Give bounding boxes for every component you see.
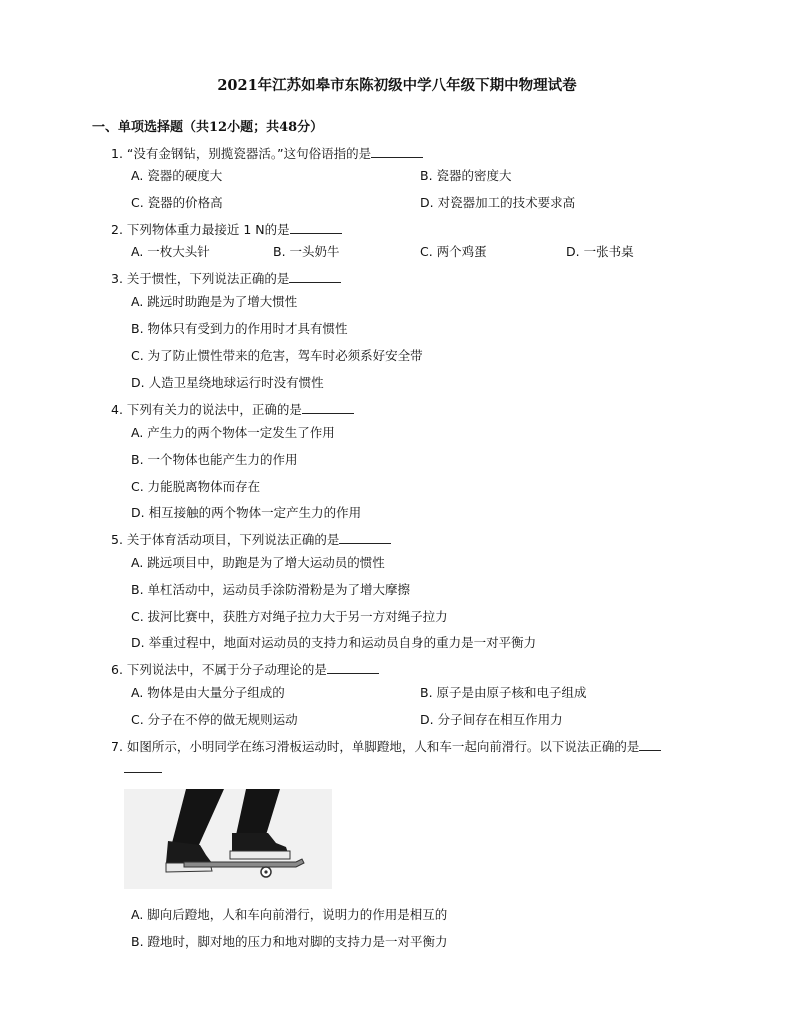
section-heading: 一、单项选择题（共12小题；共48分） <box>92 120 324 135</box>
question-6-option-c[interactable]: C. 分子在不停的做无规则运动 <box>131 712 298 727</box>
question-4-option-c[interactable]: C. 力能脱离物体而存在 <box>131 479 261 494</box>
question-2-stem <box>111 220 342 238</box>
answer-blank[interactable] <box>289 271 341 283</box>
question-5-option-a[interactable]: A. 跳远项目中，助跑是为了增大运动员的惯性 <box>131 555 385 570</box>
question-1-option-a[interactable]: A. 瓷器的硬度大 <box>131 168 223 183</box>
question-7-stem <box>111 737 661 755</box>
question-text: 4. 下列有关力的说法中，正确的是 <box>111 402 302 417</box>
answer-blank[interactable] <box>290 222 342 234</box>
question-4-option-d[interactable]: D. 相互接触的两个物体一定产生力的作用 <box>131 505 362 520</box>
question-6-option-a[interactable]: A. 物体是由大量分子组成的 <box>131 685 285 700</box>
answer-blank[interactable] <box>639 739 661 751</box>
question-text: 2. 下列物体重力最接近 1 N的是 <box>111 222 290 237</box>
question-5-option-c[interactable]: C. 拔河比赛中，获胜方对绳子拉力大于另一方对绳子拉力 <box>131 609 448 624</box>
question-text: 3. 关于惯性，下列说法正确的是 <box>111 271 290 286</box>
question-text: 5. 关于体育活动项目，下列说法正确的是 <box>111 532 340 547</box>
question-4-option-a[interactable]: A. 产生力的两个物体一定发生了作用 <box>131 425 335 440</box>
question-2-option-d[interactable]: D. 一张书桌 <box>566 244 634 259</box>
question-4-stem <box>111 400 354 418</box>
answer-blank[interactable] <box>302 402 354 414</box>
answer-blank[interactable] <box>327 662 379 674</box>
answer-blank[interactable] <box>339 532 391 544</box>
question-1-option-c[interactable]: C. 瓷器的价格高 <box>131 195 223 210</box>
question-6-option-d[interactable]: D. 分子间存在相互作用力 <box>420 712 563 727</box>
question-text: 6. 下列说法中，不属于分子动理论的是 <box>111 662 327 677</box>
question-5-stem <box>111 530 391 548</box>
question-1-option-d[interactable]: D. 对瓷器加工的技术要求高 <box>420 195 576 210</box>
skateboard-illustration <box>124 789 332 889</box>
question-1-option-b[interactable]: B. 瓷器的密度大 <box>420 168 512 183</box>
question-3-option-c[interactable]: C. 为了防止惯性带来的危害，驾车时必须系好安全带 <box>131 348 423 363</box>
answer-blank[interactable] <box>371 146 423 158</box>
question-text: 1. “没有金钢钻，别揽瓷器活。”这句俗语指的是 <box>111 146 372 161</box>
question-5-option-d[interactable]: D. 举重过程中，地面对运动员的支持力和运动员自身的重力是一对平衡力 <box>131 635 537 650</box>
question-6-stem <box>111 660 379 678</box>
question-2-option-b[interactable]: B. 一头奶牛 <box>273 244 340 259</box>
question-7-option-a[interactable]: A. 脚向后蹬地，人和车向前滑行，说明力的作用是相互的 <box>131 907 448 922</box>
question-3-option-b[interactable]: B. 物体只有受到力的作用时才具有惯性 <box>131 321 348 336</box>
question-6-option-b[interactable]: B. 原子是由原子核和电子组成 <box>420 685 587 700</box>
question-5-option-b[interactable]: B. 单杠活动中，运动员手涂防滑粉是为了增大摩擦 <box>131 582 411 597</box>
page-title: 2021年江苏如皋市东陈初级中学八年级下期中物理试卷 <box>217 77 577 94</box>
question-7-option-b[interactable]: B. 蹬地时，脚对地的压力和地对脚的支持力是一对平衡力 <box>131 934 448 949</box>
question-3-option-a[interactable]: A. 跳远时助跑是为了增大惯性 <box>131 294 298 309</box>
question-3-stem <box>111 269 341 287</box>
skateboard-figure <box>124 789 332 889</box>
question-text: 7. 如图所示，小明同学在练习滑板运动时，单脚蹬地，人和车一起向前滑行。以下说法正确的是 <box>111 739 640 754</box>
question-3-option-d[interactable]: D. 人造卫星绕地球运行时没有惯性 <box>131 375 324 390</box>
answer-blank-continued[interactable] <box>124 762 162 773</box>
question-1-stem <box>111 144 423 162</box>
question-2-option-c[interactable]: C. 两个鸡蛋 <box>420 244 487 259</box>
question-4-option-b[interactable]: B. 一个物体也能产生力的作用 <box>131 452 298 467</box>
question-2-option-a[interactable]: A. 一枚大头针 <box>131 244 210 259</box>
